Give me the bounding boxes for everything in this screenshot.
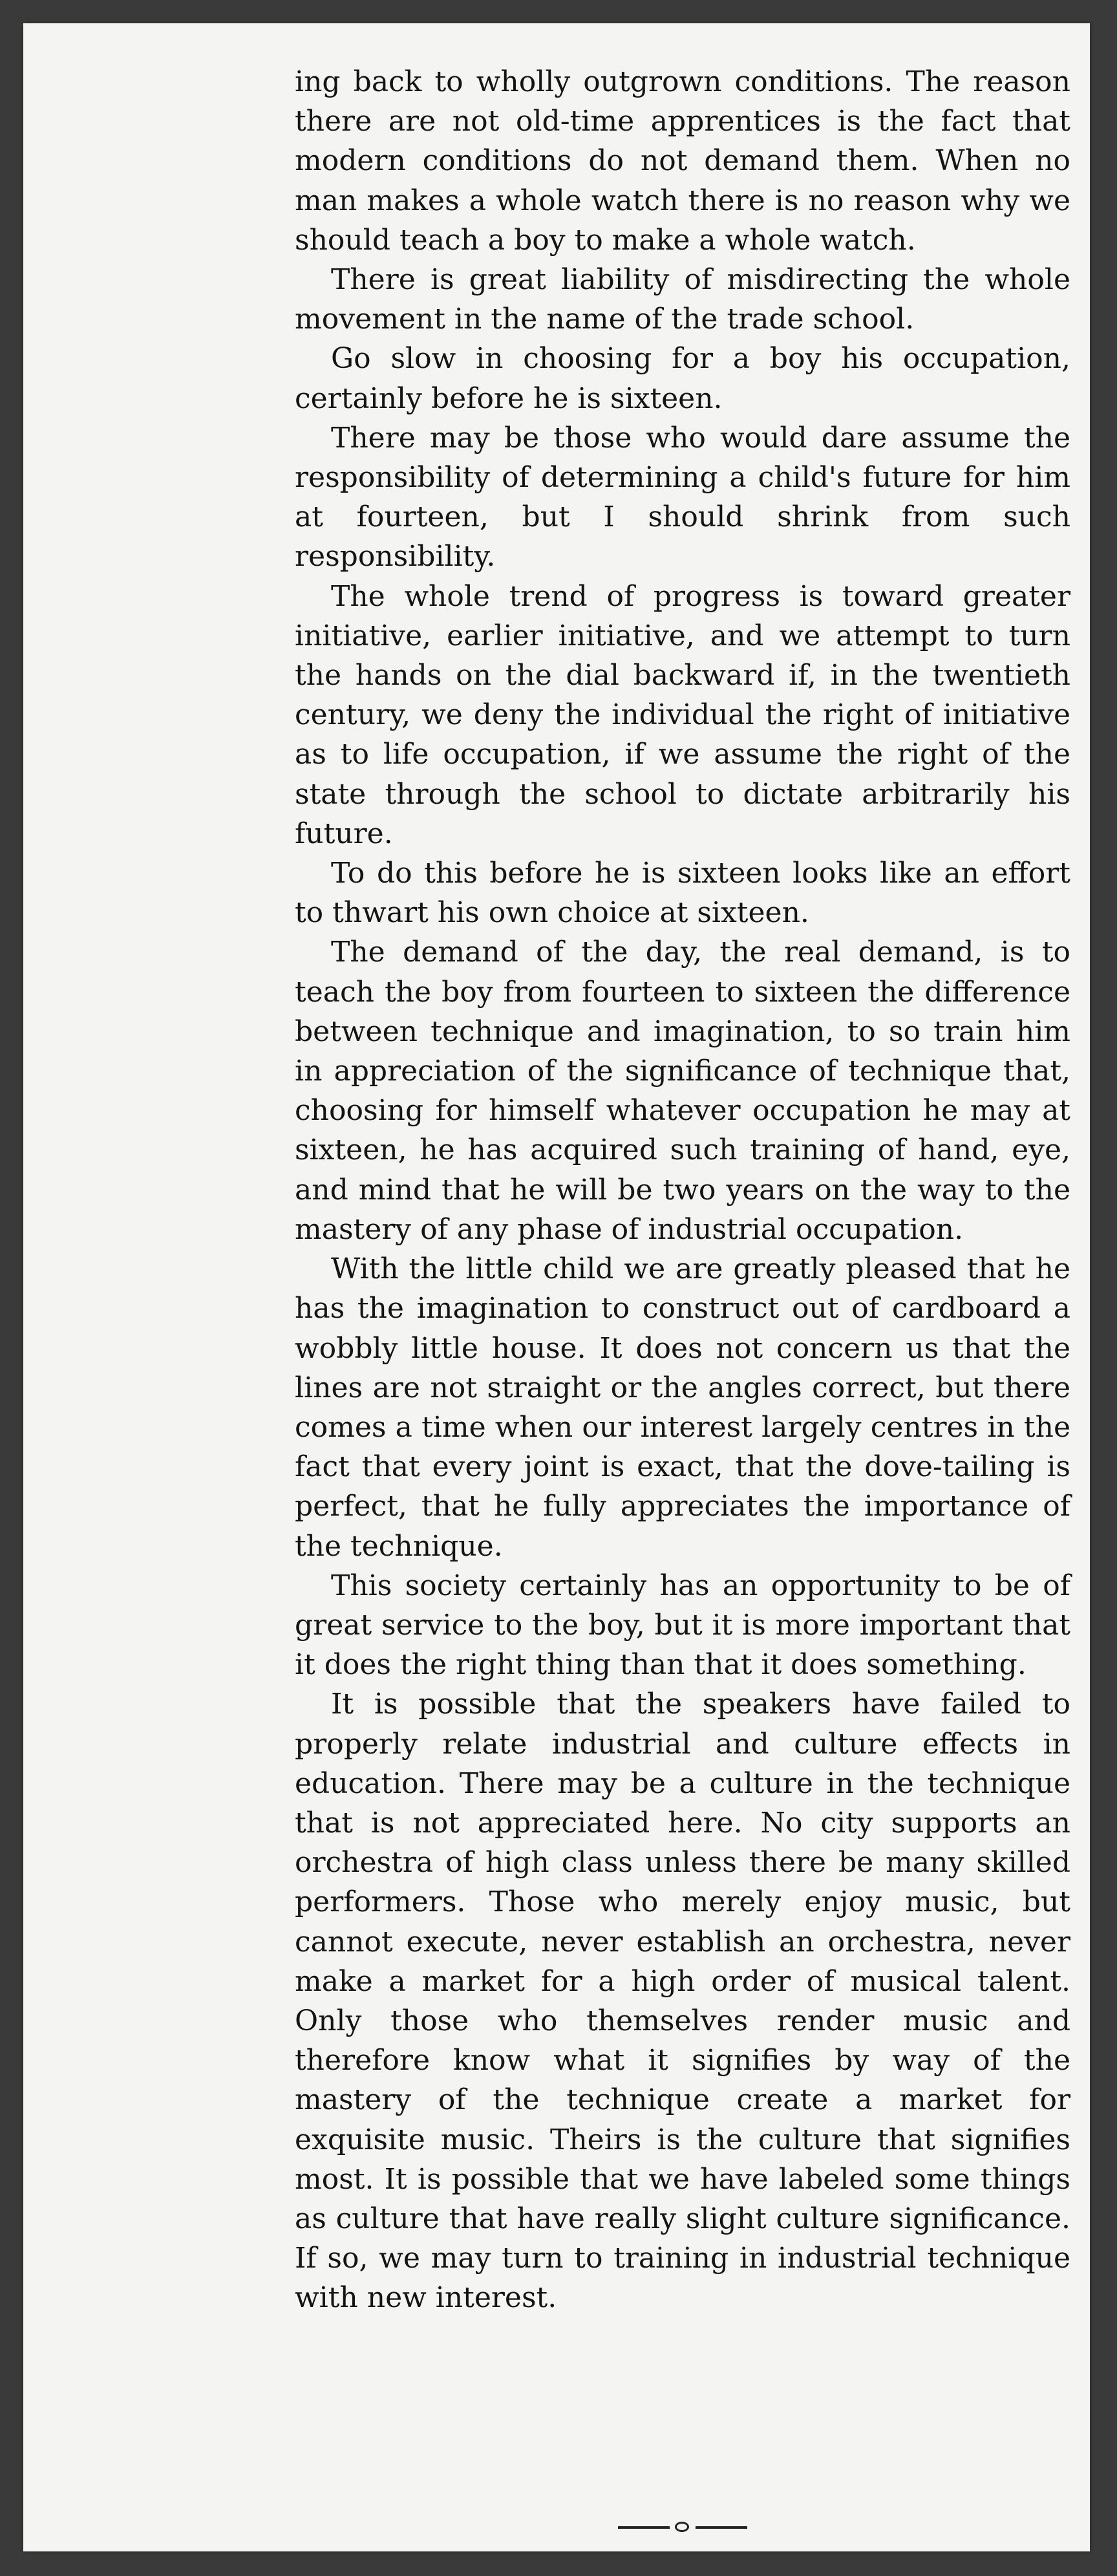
paragraph-continued: ing back to wholly outgrown conditions. The reason there are not old-time apprentices is the fact that modern conditions do not demand them. When no man makes a whole watch there is no reason why we should teach a boy to make a whole watch. — [295, 65, 1070, 257]
paragraph: The whole trend of progress is toward greater initiative, earlier initiative, and we attempt to turn the hands on the dial backward if, in the twentieth century, we deny the individual the right of initiative as to life occupation, if we assume the right of the state through the school to dictate arbitrarily his future. — [295, 579, 1070, 850]
paragraph: It is possible that the speakers have failed to properly relate industrial and culture effects in education. There may be a culture in the technique that is not appreciated here. No city supports an orchestra of high class unless there be many skilled performers. Those who merely enjoy music, but cannot execute, never establish an orchestra, never make a market for a high order of musical talent. Only those who themselves render music and therefore know what it signifies by way of the mastery of the technique create a market for exquisite music. Theirs is the culture that signifies most. It is possible that we have labeled some things as culture that have really slight culture significance. If so, we may turn to training in industrial technique with new interest. — [295, 1688, 1070, 2315]
article-text — [295, 62, 1070, 2318]
document-page — [23, 23, 1090, 2551]
paragraph: The demand of the day, the real demand, is to teach the boy from fourteen to sixteen the difference between technique and imagination, to so train him in appreciation of the significance of technique that, choosing for himself whatever occupation he may at sixteen, he has acquired such training of hand, eye, and mind that he will be two years on the way to the mastery of any phase of industrial occupation. — [295, 936, 1070, 1246]
paragraph: To do this before he is sixteen looks like an effort to thwart his own choice at sixteen. — [295, 857, 1070, 930]
paragraph: There is great liability of misdirecting the whole movement in the name of the trade school. — [295, 263, 1070, 336]
paragraph: Go slow in choosing for a boy his occupation, certainly before he is sixteen. — [295, 342, 1070, 415]
paragraph: With the little child we are greatly pleased that he has the imagination to construct out of cardboard a wobbly little house. It does not concern us that the lines are not straight or the angles correct, but there comes a time when our interest largely centres in the fact that every joint is exact, that the dove-tailing is perfect, that he fully appreciates the importance of the technique. — [295, 1252, 1070, 1563]
paragraph: There may be those who would dare assume the responsibility of determining a child's future for him at fourteen, but I should shrink from such responsibility. — [295, 421, 1070, 574]
paragraph: This society certainly has an opportunity to be of great service to the boy, but it is more important that it does the right thing than that it does something. — [295, 1569, 1070, 1682]
end-rule-ornament — [618, 2520, 747, 2533]
